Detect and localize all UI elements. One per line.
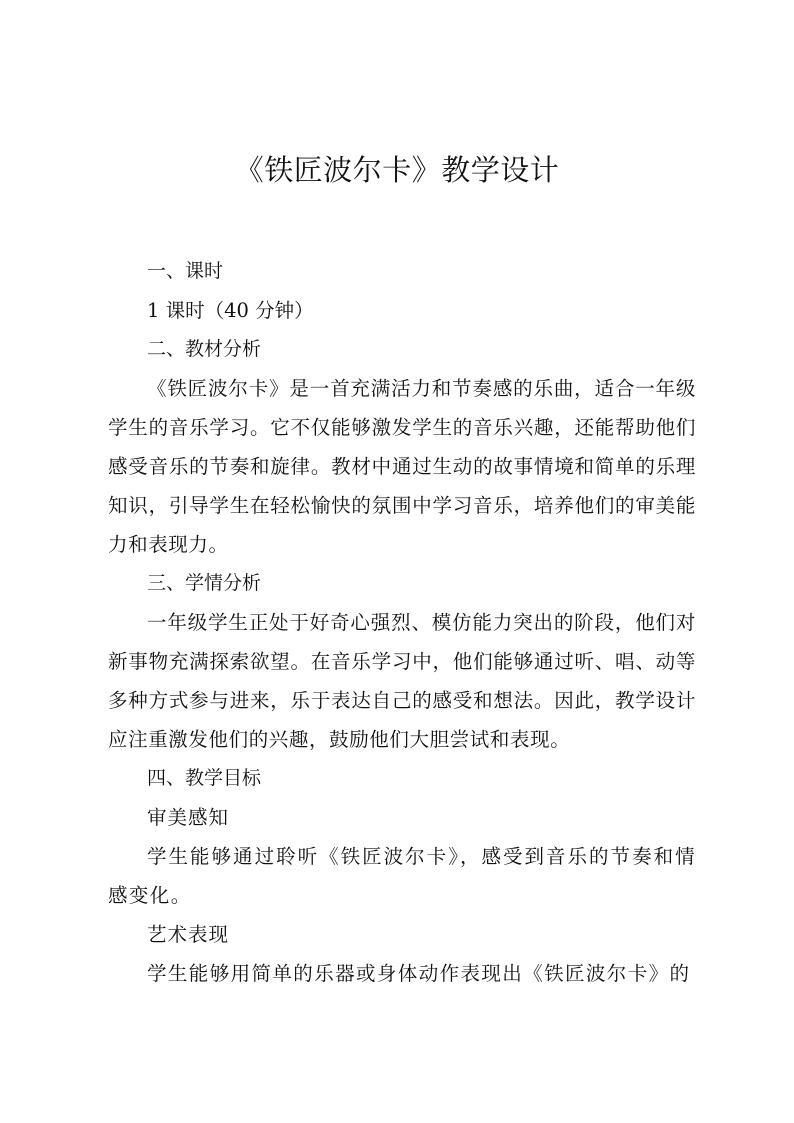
section-heading-student-analysis: 三、学情分析 — [147, 572, 262, 594]
goal-aesthetic-perception-paragraph: 学生能够通过聆听《铁匠波尔卡》，感受到音乐的节奏和情感变化。 — [108, 845, 696, 907]
document-title: 《铁匠波尔卡》教学设计 — [234, 153, 560, 187]
goal-subheading-aesthetic-perception: 审美感知 — [147, 806, 230, 829]
material-analysis-paragraph: 《铁匠波尔卡》是一首充满活力和节奏感的乐曲，适合一年级学生的音乐学习。它不仅能够激发学生的音乐兴趣，还能帮助他们感受音乐的节奏和旋律。教材中通过生动的故事情境和简单的乐理知识，引导学生在轻松愉快的氛围中学习音乐，培养他们的审美能力和表现力。 — [108, 377, 696, 556]
section-heading-material-analysis: 二、教材分析 — [147, 338, 262, 360]
student-analysis-paragraph: 一年级学生正处于好奇心强烈、模仿能力突出的阶段，他们对新事物充满探索欲望。在音乐学习中，他们能够通过听、唱、动等多种方式参与进来，乐于表达自己的感受和想法。因此，教学设计应注重激发他们的兴趣，鼓励他们大胆尝试和表现。 — [108, 611, 696, 751]
goal-subheading-artistic-expression: 艺术表现 — [147, 923, 230, 946]
section-heading-class-hours: 一、课时 — [147, 260, 224, 282]
document-body — [108, 252, 696, 993]
section-heading-teaching-goals: 四、教学目标 — [147, 767, 262, 789]
goal-artistic-expression-paragraph: 学生能够用简单的乐器或身体动作表现出《铁匠波尔卡》的 — [147, 962, 691, 985]
class-hours-text: 1 课时（40 分钟） — [147, 299, 314, 322]
